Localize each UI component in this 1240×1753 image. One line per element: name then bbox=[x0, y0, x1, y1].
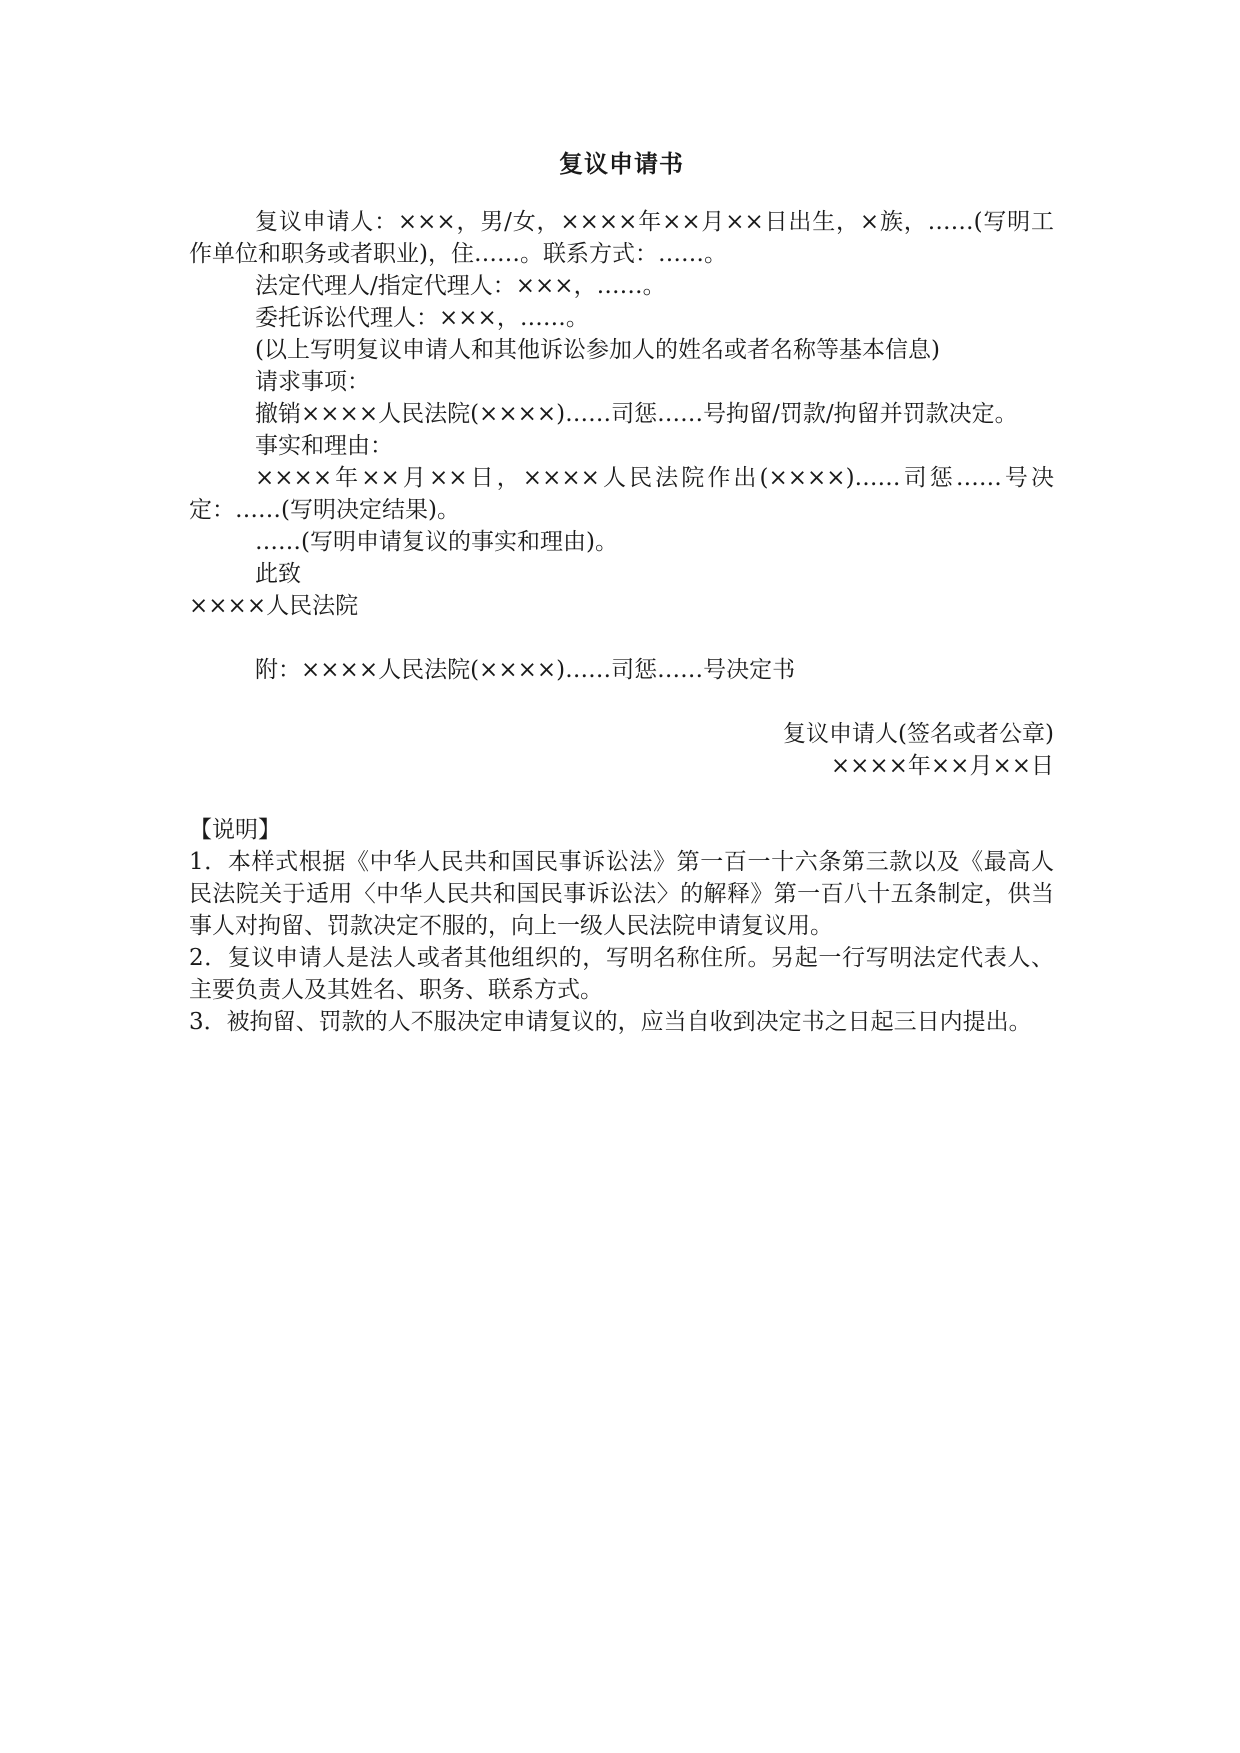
participants-note: (以上写明复议申请人和其他诉讼参加人的姓名或者名称等基本信息) bbox=[255, 337, 940, 363]
facts-reason-paragraph: ……(写明申请复议的事实和理由)。 bbox=[255, 529, 618, 555]
signature-line: 复议申请人(签名或者公章) bbox=[783, 721, 1054, 747]
document-page bbox=[189, 148, 1054, 1038]
legal-agent-paragraph: 法定代理人/指定代理人：×××，……。 bbox=[255, 273, 666, 299]
document-title: 复议申请书 bbox=[559, 149, 684, 178]
notes-heading: 【说明】 bbox=[189, 817, 281, 843]
attachment-line: 附：××××人民法院(××××)……司惩……号决定书 bbox=[255, 657, 796, 683]
note-item: 1．本样式根据《中华人民共和国民事诉讼法》第一百一十六条第三款以及《最高人民法院关于适用〈中华人民共和国民事诉讼法〉的解释》第一百八十五条制定，供当事人对拘留、罚款决定不服的，向上一级人民法院申请复议用。 bbox=[189, 849, 1054, 939]
notes-section bbox=[189, 814, 1054, 1038]
salutation: 此致 bbox=[255, 561, 301, 587]
request-heading: 请求事项： bbox=[255, 369, 370, 395]
note-item: 3．被拘留、罚款的人不服决定申请复议的，应当自收到决定书之日起三日内提出。 bbox=[189, 1009, 1032, 1035]
request-paragraph: 撤销××××人民法院(××××)……司惩……号拘留/罚款/拘留并罚款决定。 bbox=[255, 401, 1018, 427]
facts-heading: 事实和理由： bbox=[255, 433, 393, 459]
applicant-paragraph: 复议申请人：×××，男/女，××××年××月××日出生，×族，……(写明工作单位和职务或者职业)，住……。联系方式：……。 bbox=[189, 209, 1054, 267]
note-item: 2．复议申请人是法人或者其他组织的，写明名称住所。另起一行写明法定代表人、主要负责人及其姓名、职务、联系方式。 bbox=[189, 945, 1054, 1003]
entrusted-agent-paragraph: 委托诉讼代理人：×××，……。 bbox=[255, 305, 589, 331]
signature-block bbox=[189, 718, 1054, 782]
facts-paragraph: ××××年××月××日，××××人民法院作出(××××)……司惩……号决定：……(写明决定结果)。 bbox=[189, 465, 1054, 523]
date-line: ××××年××月××日 bbox=[830, 753, 1054, 779]
court-name: ××××人民法院 bbox=[189, 593, 359, 619]
